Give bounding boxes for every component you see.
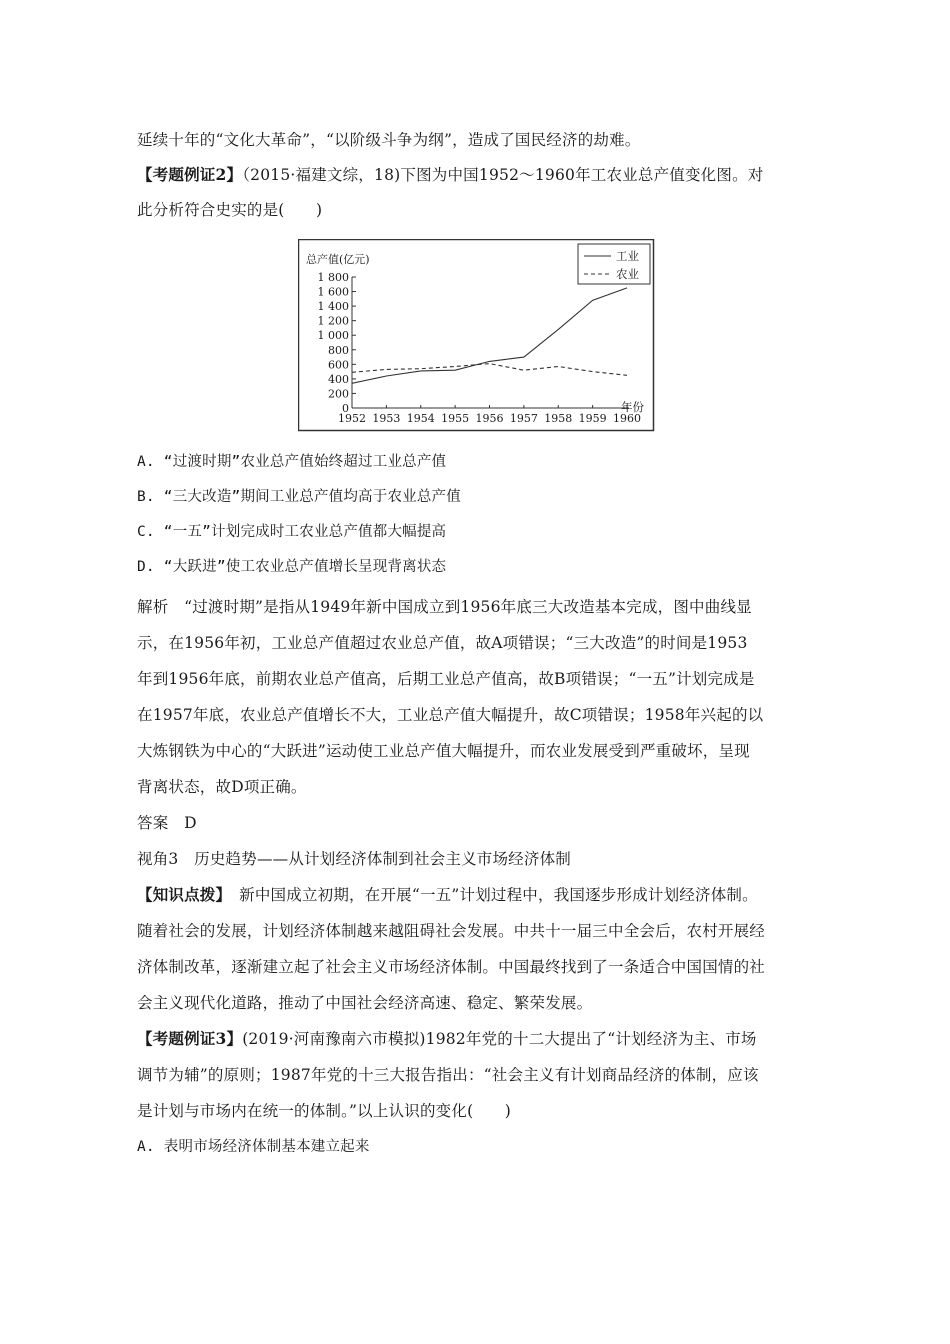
series-line-industry [352, 288, 627, 383]
x-axis [338, 405, 641, 425]
example-2-text: （2015·福建文综，18)下图为中国1952～1960年工农业总产值变化图。对 [242, 166, 764, 184]
line-1: 延续十年的“文化大革命”，“以阶级斗争为纲”，造成了国民经济的劫难。 [137, 131, 641, 149]
x-tick-label: 1954 [406, 412, 435, 425]
x-tick-label: 1956 [475, 412, 504, 425]
analysis-line-6: 背离状态，故D项正确。 [137, 778, 307, 796]
section-title: 视角3 历史趋势——从计划经济体制到社会主义市场经济体制 [137, 850, 571, 868]
example-2-label: 【考题例证2】 [137, 165, 243, 184]
y-tick-label: 400 [328, 372, 349, 386]
option-a: A. “过渡时期”农业总产值始终超过工业总产值 [137, 454, 447, 470]
example-3-line-3: 是计划与市场内在统一的体制。”以上认识的变化( ) [137, 1102, 511, 1120]
option-c: C. “一五”计划完成时工农业总产值都大幅提高 [137, 524, 447, 540]
y-tick-label: 0 [342, 402, 349, 415]
example-3-text: (2019·河南豫南六市模拟)1982年党的十二大提出了“计划经济为主、市场 [242, 1030, 757, 1048]
example-3-line-1 [137, 1027, 757, 1049]
x-tick-label: 1957 [509, 412, 538, 425]
option-d: D. “大跃进”使工农业总产值增长呈现背离状态 [137, 559, 447, 575]
y-tick-label: 200 [328, 387, 349, 401]
analysis-line-2: 示，在1956年初，工业总产值超过农业总产值，故A项错误；“三大改造”的时间是1953 [137, 634, 748, 652]
y-tick-label: 800 [328, 343, 349, 357]
analysis-line-3: 年到1956年底，前期农业总产值高，后期工业总产值高，故B项错误；“一五”计划完成是 [137, 670, 755, 688]
x-tick-label: 1959 [578, 412, 607, 425]
chart-ylabel: 总产值(亿元) [306, 253, 370, 266]
x-tick-label: 1952 [338, 412, 366, 425]
example-3-line-2: 调节为辅”的原则；1987年党的十三大报告指出：“社会主义有计划商品经济的体制，应该 [137, 1066, 759, 1084]
chart-xlabel: 年份 [621, 400, 644, 414]
y-tick-label: 1 600 [317, 285, 349, 299]
knowledge-line-1 [137, 883, 758, 905]
legend-label-industry: 工业 [616, 249, 639, 263]
analysis-line-5: 大炼钢铁为中心的“大跃进”运动使工业总产值大幅提升，而农业发展受到严重破坏，呈现 [137, 742, 750, 760]
legend-label-agriculture: 农业 [616, 267, 639, 281]
legend-box [578, 244, 650, 284]
option-b: B. “三大改造”期间工业总产值均高于农业总产值 [137, 489, 461, 505]
y-tick-label: 1 400 [317, 300, 349, 314]
series-line-agriculture [352, 364, 627, 376]
example-3-option-a: A. 表明市场经济体制基本建立起来 [137, 1139, 370, 1155]
knowledge-text: 新中国成立初期，在开展“一五”计划过程中，我国逐步形成计划经济体制。 [239, 886, 758, 904]
knowledge-line-3: 济体制改革，逐渐建立起了社会主义市场经济体制。中国最终找到了一条适合中国国情的社 [137, 958, 766, 976]
analysis-line-4: 在1957年底，农业总产值增长不大，工业总产值大幅提升，故C项错误；1958年兴起的以 [137, 706, 764, 724]
y-tick-label: 1 200 [317, 314, 349, 328]
answer: 答案 D [137, 814, 197, 832]
y-tick-label: 600 [328, 358, 349, 372]
line-chart [298, 239, 655, 433]
x-tick-label: 1955 [441, 412, 470, 425]
example-2-line-1 [137, 163, 763, 185]
knowledge-line-2: 随着社会的发展，计划经济体制越来越阻碍社会发展。中共十一届三中全会后，农村开展经 [137, 922, 766, 940]
example-3-label: 【考题例证3】 [137, 1029, 243, 1048]
y-tick-label: 1 000 [317, 329, 349, 343]
example-2-line-2: 此分析符合史实的是( ) [137, 201, 323, 219]
y-tick-label: 1 800 [317, 271, 349, 284]
x-tick-label: 1953 [372, 412, 401, 425]
knowledge-label: 【知识点拨】 [137, 885, 224, 904]
x-tick-label: 1958 [544, 412, 573, 425]
knowledge-line-4: 会主义现代化道路，推动了中国社会经济高速、稳定、繁荣发展。 [137, 994, 593, 1012]
chart-series [352, 288, 627, 383]
chart-legend [578, 244, 650, 284]
x-tick-label: 1960 [613, 412, 641, 425]
y-axis [318, 271, 357, 415]
analysis-line-1: 解析 “过渡时期”是指从1949年新中国成立到1956年底三大改造基本完成，图中曲线显 [137, 598, 752, 616]
